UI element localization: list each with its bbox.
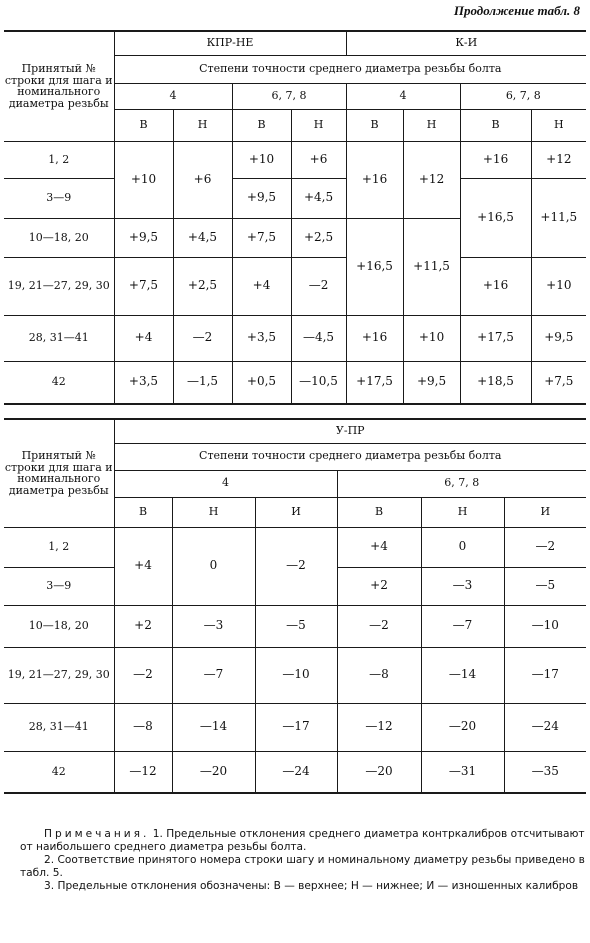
row-label: 42 — [4, 361, 114, 404]
column-header-lower: Н — [291, 109, 346, 141]
column-header-worn: И — [504, 497, 586, 527]
row-label: 3—9 — [4, 178, 114, 218]
row-label: 1, 2 — [4, 527, 114, 567]
group-header-u-pr: У-ПР — [114, 419, 586, 443]
table-cell: —2 — [173, 315, 232, 361]
table-cell: —12 — [337, 703, 421, 751]
table-cell: —5 — [504, 567, 586, 605]
table-cell: —17 — [255, 703, 337, 751]
note-3: 3. Предельные отклонения обозначены: В — верхнее; Н — нижнее; И — изношенных калибров — [44, 880, 579, 892]
row-label: 10—18, 20 — [4, 605, 114, 647]
note-1 — [20, 828, 585, 854]
accuracy-degrees-header: Степени точности среднего диаметра резьбы болта — [114, 55, 586, 83]
table-row — [4, 315, 586, 361]
table-cell: —7 — [172, 647, 255, 703]
table-cell: —20 — [337, 751, 421, 793]
table-cell: +4,5 — [173, 218, 232, 257]
table-row — [4, 703, 586, 751]
table-cell: —3 — [421, 567, 504, 605]
gauge-tolerance-table-u-pr — [4, 418, 586, 794]
table-row — [4, 361, 586, 404]
degree-header: 6, 7, 8 — [460, 83, 586, 109]
table-notes — [20, 828, 585, 893]
table-cell: +4,5 — [291, 178, 346, 218]
table-row — [4, 527, 586, 567]
column-header-upper: В — [232, 109, 291, 141]
table-cell: +0,5 — [232, 361, 291, 404]
row-label: 1, 2 — [4, 141, 114, 178]
table-cell: +11,5 — [531, 178, 586, 257]
table-cell: +12 — [531, 141, 586, 178]
group-header-kpr-ne: КПР-НЕ — [114, 31, 346, 55]
row-label: 42 — [4, 751, 114, 793]
table-cell: +9,5 — [531, 315, 586, 361]
accuracy-degrees-header: Степени точности среднего диаметра резьбы болта — [114, 443, 586, 470]
table-cell: +4 — [337, 527, 421, 567]
table-cell: 0 — [421, 527, 504, 567]
row-label: 3—9 — [4, 567, 114, 605]
table-cell: +16,5 — [460, 178, 531, 257]
table-cell: +16 — [346, 315, 403, 361]
table-cell: —10,5 — [291, 361, 346, 404]
table-cell: —8 — [337, 647, 421, 703]
table-row — [4, 141, 586, 178]
table-cell: +4 — [232, 257, 291, 315]
table-cell: +3,5 — [232, 315, 291, 361]
stub-header: Принятый № строки для шага и номинального диаметра резьбы — [4, 31, 114, 141]
table-cell: +2,5 — [291, 218, 346, 257]
column-header-lower: Н — [531, 109, 586, 141]
row-label: 28, 31—41 — [4, 703, 114, 751]
column-header-upper: В — [337, 497, 421, 527]
table-cell: —5 — [255, 605, 337, 647]
table-cell: +16 — [460, 257, 531, 315]
table-cell: +9,5 — [403, 361, 460, 404]
degree-header: 6, 7, 8 — [232, 83, 346, 109]
table-cell: +10 — [232, 141, 291, 178]
table-cell: +4 — [114, 527, 172, 605]
table-cell: —24 — [504, 703, 586, 751]
table-row — [4, 647, 586, 703]
table-cell: +2 — [114, 605, 172, 647]
table-cell: —2 — [291, 257, 346, 315]
table-cell: —14 — [172, 703, 255, 751]
table-row — [4, 605, 586, 647]
table-cell: —3 — [172, 605, 255, 647]
table-cell: —1,5 — [173, 361, 232, 404]
table-cell: —10 — [504, 605, 586, 647]
note-1-text: 1. Предельные отклонения среднего диаметра контркалибров отсчитывают от наибольшего среднего диаметра резьбы болта. — [20, 828, 585, 853]
column-header-lower: Н — [403, 109, 460, 141]
table-cell: +6 — [291, 141, 346, 178]
degree-header: 6, 7, 8 — [337, 470, 586, 497]
table-cell: —2 — [337, 605, 421, 647]
table-cell: +10 — [114, 141, 173, 218]
table-cell: +18,5 — [460, 361, 531, 404]
table-cell: 0 — [172, 527, 255, 605]
table-continuation-label: Продолжение табл. 8 — [453, 3, 580, 18]
table-cell: +7,5 — [114, 257, 173, 315]
table-cell: —17 — [504, 647, 586, 703]
degree-header: 4 — [346, 83, 460, 109]
table-cell: +11,5 — [403, 218, 460, 315]
table-cell: +10 — [531, 257, 586, 315]
table-cell: —4,5 — [291, 315, 346, 361]
table-cell: —24 — [255, 751, 337, 793]
table-cell: +16 — [460, 141, 531, 178]
table-cell: —2 — [504, 527, 586, 567]
table-cell: +10 — [403, 315, 460, 361]
table-cell: —20 — [421, 703, 504, 751]
column-header-upper: В — [346, 109, 403, 141]
table-cell: —20 — [172, 751, 255, 793]
table-cell: +12 — [403, 141, 460, 218]
row-label: 10—18, 20 — [4, 218, 114, 257]
table-row — [4, 178, 586, 218]
column-header-lower: Н — [173, 109, 232, 141]
column-header-upper: В — [460, 109, 531, 141]
table-cell: +4 — [114, 315, 173, 361]
stub-header: Принятый № строки для шага и номинального диаметра резьбы — [4, 419, 114, 527]
degree-header: 4 — [114, 83, 232, 109]
table-cell: —8 — [114, 703, 172, 751]
column-header-lower: Н — [172, 497, 255, 527]
table-cell: +16,5 — [346, 218, 403, 315]
table-cell: +17,5 — [460, 315, 531, 361]
note-2: 2. Соответствие принятого номера строки шагу и номинальному диаметру резьбы приведено в табл. 5. — [20, 854, 585, 879]
table-cell: +2,5 — [173, 257, 232, 315]
table-cell: +7,5 — [232, 218, 291, 257]
table-cell: —14 — [421, 647, 504, 703]
column-header-upper: В — [114, 497, 172, 527]
table-cell: +17,5 — [346, 361, 403, 404]
degree-header: 4 — [114, 470, 337, 497]
table-row — [4, 257, 586, 315]
gauge-tolerance-table-kpr-ne-k-i — [4, 30, 586, 405]
table-cell: —35 — [504, 751, 586, 793]
group-header-k-i: К-И — [346, 31, 586, 55]
row-label: 28, 31—41 — [4, 315, 114, 361]
table-cell: —7 — [421, 605, 504, 647]
column-header-lower: Н — [421, 497, 504, 527]
table-row — [4, 751, 586, 793]
table-cell: —31 — [421, 751, 504, 793]
column-header-upper: В — [114, 109, 173, 141]
table-cell: +2 — [337, 567, 421, 605]
table-cell: +9,5 — [232, 178, 291, 218]
table-cell: +6 — [173, 141, 232, 218]
notes-title: Примечания. — [44, 828, 150, 840]
row-label: 19, 21—27, 29, 30 — [4, 647, 114, 703]
column-header-worn: И — [255, 497, 337, 527]
table-cell: —2 — [255, 527, 337, 605]
table-cell: —2 — [114, 647, 172, 703]
table-cell: —10 — [255, 647, 337, 703]
table-cell: —12 — [114, 751, 172, 793]
table-cell: +3,5 — [114, 361, 173, 404]
table-cell: +7,5 — [531, 361, 586, 404]
table-cell: +16 — [346, 141, 403, 218]
row-label: 19, 21—27, 29, 30 — [4, 257, 114, 315]
table-cell: +9,5 — [114, 218, 173, 257]
